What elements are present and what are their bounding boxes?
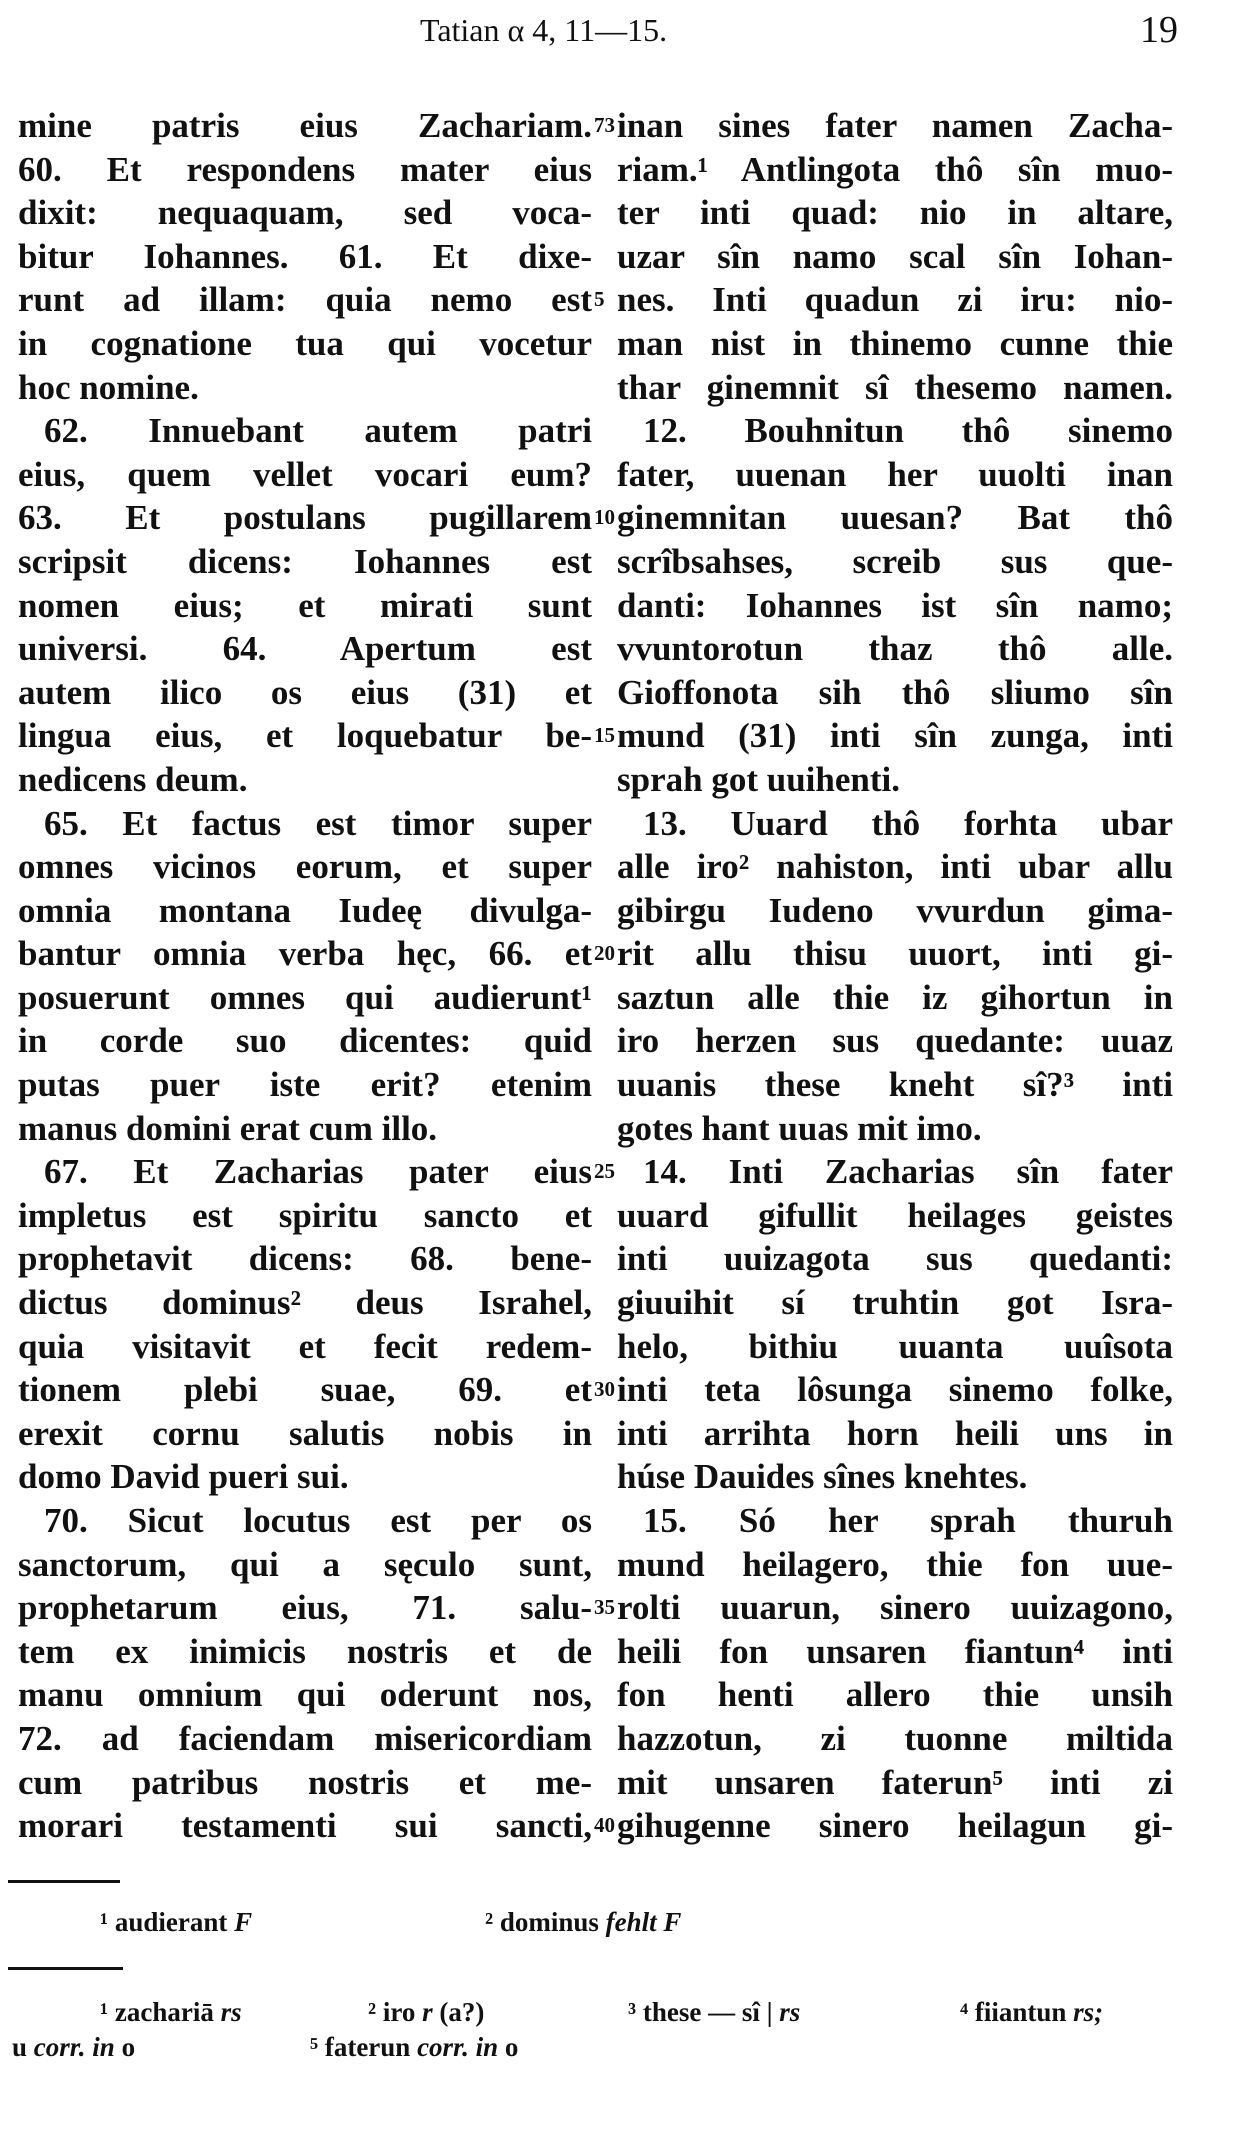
text-line <box>617 1673 1173 1717</box>
text-line <box>617 235 1173 279</box>
footnote-text: ¹ zachariā <box>100 1997 221 2027</box>
text-line <box>617 453 1173 497</box>
footnote <box>100 1997 242 2028</box>
footnote-text: ³ these — sî | <box>628 1997 780 2027</box>
text-line-content: nes. Inti quadun zi iru: nio- <box>617 280 1173 320</box>
text-line <box>617 1455 1173 1499</box>
text-line <box>18 148 592 192</box>
footnote <box>628 1997 800 2028</box>
text-line <box>18 584 592 628</box>
footnote-text: rs; <box>1073 1997 1104 2027</box>
text-line-content: uuanis these kneht sî?³ inti <box>617 1065 1173 1105</box>
text-line <box>18 1019 592 1063</box>
text-line-content: eius, quem vellet vocari eum? <box>18 454 592 494</box>
footnote-text: F <box>234 1907 253 1937</box>
text-line-content: impletus est spiritu sancto et <box>18 1195 592 1235</box>
text-line <box>18 1586 592 1630</box>
text-line <box>18 235 592 279</box>
footnote-text: ² iro <box>368 1997 423 2027</box>
text-line <box>18 802 592 846</box>
text-line <box>18 453 592 497</box>
footnote <box>368 1997 484 2028</box>
text-line-content: ginemnitan uuesan? Bat thô <box>617 498 1173 538</box>
text-line-content: gihugenne sinero heilagun gi- <box>617 1806 1173 1846</box>
text-line-content: 67. Et Zacharias pater eius <box>44 1152 592 1192</box>
text-line-content: 14. Inti Zacharias sîn fater <box>643 1152 1173 1192</box>
text-line-content: erexit cornu salutis nobis in <box>18 1413 592 1453</box>
text-line <box>617 366 1173 410</box>
text-line <box>617 104 1173 148</box>
text-line-content: cum patribus nostris et me- <box>18 1762 592 1802</box>
text-line <box>617 889 1173 933</box>
text-line <box>617 1019 1173 1063</box>
text-line <box>18 278 592 322</box>
text-line-content: 62. Innuebant autem patri <box>44 411 592 451</box>
text-line <box>18 104 592 148</box>
footnote-text: ⁵ faterun <box>310 2032 418 2062</box>
running-title: Tatian α 4, 11—15. <box>420 12 668 48</box>
text-line-content: 60. Et respondens mater eius <box>18 149 592 189</box>
text-line <box>18 1761 592 1805</box>
text-line <box>18 1630 592 1674</box>
footnote-text: o <box>498 2032 519 2062</box>
text-line <box>18 845 592 889</box>
text-line <box>18 1194 592 1238</box>
text-line-content: scrîbsahses, screib sus que- <box>617 541 1173 581</box>
text-line <box>617 191 1173 235</box>
footnote <box>960 1997 1103 2028</box>
footnote-text: ² dominus <box>485 1907 606 1937</box>
text-line <box>18 1063 592 1107</box>
text-line-content: inti arrihta horn heili uns in <box>617 1413 1173 1453</box>
footnote-text: (a?) <box>432 1997 485 2027</box>
text-line-content: fon henti allero thie unsih <box>617 1675 1173 1715</box>
text-line <box>617 1543 1173 1587</box>
footnote-text: rs <box>779 1997 801 2027</box>
page-header <box>0 8 1244 52</box>
line-number: 40 <box>594 1813 615 1838</box>
text-line-content: hazzotun, zi tuonne miltida <box>617 1718 1173 1758</box>
text-line <box>18 758 592 802</box>
text-line-content: 63. Et postulans pugillarem <box>18 498 592 538</box>
text-line <box>617 1194 1173 1238</box>
text-line-content: manus domini erat cum illo. <box>18 1108 438 1148</box>
text-line-content: danti: Iohannes ist sîn namo; <box>617 585 1173 625</box>
footnote <box>12 2032 135 2063</box>
text-line <box>617 496 1173 540</box>
text-line-content: omnia montana Iudeę divulga- <box>18 890 592 930</box>
text-line-content: vvuntorotun thaz thô alle. <box>617 629 1173 669</box>
text-line-content: rolti uuarun, sinero uuizagono, <box>617 1588 1173 1628</box>
line-number: 5 <box>594 287 605 312</box>
text-line-content: putas puer iste erit? etenim <box>18 1065 592 1105</box>
text-line-content: manu omnium qui oderunt nos, <box>18 1675 592 1715</box>
text-line <box>18 1281 592 1325</box>
text-line <box>18 1237 592 1281</box>
text-line <box>617 322 1173 366</box>
footnote-text: u <box>12 2032 34 2062</box>
text-line-content: saztun alle thie iz gihortun in <box>617 977 1173 1017</box>
line-number: 10 <box>594 505 615 530</box>
footnote <box>100 1907 252 1938</box>
text-line-content: iro herzen sus quedante: uuaz <box>617 1021 1173 1061</box>
text-line-content: heili fon unsaren fiantun⁴ inti <box>617 1631 1173 1671</box>
text-line-content: domo David pueri sui. <box>18 1457 349 1497</box>
text-line-content: omnes vicinos eorum, et super <box>18 847 592 887</box>
text-line <box>18 191 592 235</box>
text-line-content: autem ilico os eius (31) et <box>18 672 592 712</box>
text-line <box>617 802 1173 846</box>
text-line-content: scripsit dicens: Iohannes est <box>18 541 592 581</box>
text-line <box>617 1717 1173 1761</box>
footnote-text: o <box>114 2032 136 2062</box>
text-line <box>18 976 592 1020</box>
text-line-content: mund heilagero, thie fon uue- <box>617 1544 1173 1584</box>
line-number: 15 <box>594 723 615 748</box>
text-line <box>617 584 1173 628</box>
text-line <box>18 671 592 715</box>
text-line <box>18 1368 592 1412</box>
text-line <box>617 1107 1173 1151</box>
text-line <box>617 540 1173 584</box>
text-line-content: universi. 64. Apertum est <box>18 629 592 669</box>
text-line-content: lingua eius, et loquebatur be- <box>18 716 592 756</box>
text-line <box>617 627 1173 671</box>
text-line-content: mine patris eius Zachariam. <box>18 106 592 145</box>
text-line-content: ter inti quad: nio in altare, <box>617 193 1173 233</box>
text-line <box>18 1455 592 1499</box>
text-line-content: Gioffonota sih thô sliumo sîn <box>617 672 1173 712</box>
line-number: 73 <box>594 113 615 137</box>
text-line <box>617 1761 1173 1805</box>
text-line-content: dixit: nequaquam, sed voca- <box>18 193 592 233</box>
text-line <box>18 627 592 671</box>
footnote-text: fehlt F <box>605 1907 682 1937</box>
text-line-content: posuerunt omnes qui audierunt¹ <box>18 977 592 1017</box>
text-line-content: nomen eius; et mirati sunt <box>18 585 592 625</box>
text-line <box>617 1630 1173 1674</box>
page-number: 19 <box>1140 9 1178 51</box>
text-line <box>617 845 1173 889</box>
line-number: 20 <box>594 941 615 966</box>
text-line-content: inti uuizagota sus quedanti: <box>617 1239 1173 1279</box>
text-line-content: uzar sîn namo scal sîn Iohan- <box>617 236 1173 276</box>
footnote-text: ¹ audierant <box>100 1907 235 1937</box>
text-line-content: helo, bithiu uuanta uuîsota <box>617 1326 1173 1366</box>
text-line <box>617 1499 1173 1543</box>
text-line <box>18 496 592 540</box>
text-line <box>18 366 592 410</box>
footnote <box>310 2032 518 2063</box>
text-line <box>18 714 592 758</box>
text-line-content: morari testamenti sui sancti, <box>18 1806 592 1846</box>
text-line-content: tionem plebi suae, 69. et <box>18 1370 592 1410</box>
text-line <box>617 1281 1173 1325</box>
text-line <box>18 889 592 933</box>
text-line <box>18 1717 592 1761</box>
text-line-content: 65. Et factus est timor super <box>44 803 592 843</box>
text-line-content: hoc nomine. <box>18 367 199 407</box>
footnote-text: corr. in <box>33 2032 115 2062</box>
footnote-rule-latin <box>8 1880 120 1883</box>
text-line-content: rit allu thisu uuort, inti gi- <box>617 934 1173 974</box>
text-line-content: fater, uuenan her uuolti inan <box>617 454 1173 494</box>
text-line <box>617 1412 1173 1456</box>
footnote-text: ⁴ fiiantun <box>960 1997 1074 2027</box>
text-line <box>18 1543 592 1587</box>
text-line <box>617 1368 1173 1412</box>
text-line-content: prophetavit dicens: 68. bene- <box>18 1239 592 1279</box>
text-line-content: 13. Uuard thô forhta ubar <box>643 803 1173 843</box>
text-line <box>18 540 592 584</box>
text-line-content: sanctorum, qui a sęculo sunt, <box>18 1544 592 1584</box>
text-line <box>18 932 592 976</box>
text-line-content: alle iro² nahiston, inti ubar allu <box>617 847 1173 887</box>
text-line <box>18 1107 592 1151</box>
footnote-text: r <box>422 1997 433 2027</box>
text-line <box>18 322 592 366</box>
text-line <box>617 1804 1173 1848</box>
old-high-german-column <box>617 104 1173 1848</box>
text-line-content: man nist in thinemo cunne thie <box>617 323 1173 363</box>
text-line <box>18 1325 592 1369</box>
text-line <box>617 409 1173 453</box>
text-line <box>18 1150 592 1194</box>
text-line-content: bantur omnia verba hęc, 66. et <box>18 934 592 974</box>
line-number: 30 <box>594 1377 615 1402</box>
text-line-content: mit unsaren faterun⁵ inti zi <box>617 1762 1173 1802</box>
text-line <box>617 758 1173 802</box>
footnote <box>485 1907 681 1938</box>
text-line-content: inti teta lôsunga sinemo folke, <box>617 1370 1173 1410</box>
footnote-text: corr. in <box>417 2032 499 2062</box>
text-line <box>617 976 1173 1020</box>
text-line-content: 15. Só her sprah thuruh <box>643 1501 1173 1540</box>
text-line-content: in corde suo dicentes: quid <box>18 1021 592 1061</box>
text-line-content: bitur Iohannes. 61. Et dixe- <box>18 236 592 276</box>
text-line-content: in cognatione tua qui vocetur <box>18 323 592 363</box>
text-line <box>617 278 1173 322</box>
text-line <box>617 671 1173 715</box>
text-line-content: 72. ad faciendam misericordiam <box>18 1718 592 1758</box>
line-number: 25 <box>594 1159 615 1184</box>
latin-column <box>18 104 592 1848</box>
text-line-content: prophetarum eius, 71. salu- <box>18 1588 592 1628</box>
line-number: 35 <box>594 1595 615 1620</box>
text-line-content: runt ad illam: quia nemo est <box>18 280 592 320</box>
text-line-content: inan sines fater namen Zacha- <box>617 106 1173 145</box>
text-line <box>617 148 1173 192</box>
text-line-content: nedicens deum. <box>18 759 248 799</box>
text-line <box>18 1412 592 1456</box>
text-line-content: mund (31) inti sîn zunga, inti <box>617 716 1173 756</box>
text-line-content: gotes hant uuas mit imo. <box>617 1108 982 1148</box>
text-line <box>617 932 1173 976</box>
text-line <box>617 1150 1173 1194</box>
text-line-content: riam.¹ Antlingota thô sîn muo- <box>617 149 1173 189</box>
footnote-rule-german <box>8 1967 123 1970</box>
text-line <box>617 1237 1173 1281</box>
text-line-content: tem ex inimicis nostris et de <box>18 1631 592 1671</box>
text-line <box>617 1325 1173 1369</box>
text-line-content: quia visitavit et fecit redem- <box>18 1326 592 1366</box>
text-line <box>18 1804 592 1848</box>
text-line-content: 70. Sicut locutus est per os <box>44 1501 592 1540</box>
footnote-text: rs <box>220 1997 242 2027</box>
text-line <box>18 1499 592 1543</box>
text-line-content: húse Dauides sînes knehtes. <box>617 1457 1028 1497</box>
text-line <box>617 714 1173 758</box>
text-line-content: dictus dominus² deus Israhel, <box>18 1283 592 1323</box>
text-line <box>18 409 592 453</box>
text-line <box>617 1063 1173 1107</box>
text-line-content: thar ginemnit sî thesemo namen. <box>617 367 1173 407</box>
text-line-content: giuuihit sí truhtin got Isra- <box>617 1283 1173 1323</box>
text-line <box>617 1586 1173 1630</box>
text-line-content: sprah got uuihenti. <box>617 759 900 799</box>
text-line-content: uuard gifullit heilages geistes <box>617 1195 1173 1235</box>
text-line-content: gibirgu Iudeno vvurdun gima- <box>617 890 1173 930</box>
text-line <box>18 1673 592 1717</box>
text-line-content: 12. Bouhnitun thô sinemo <box>643 411 1173 451</box>
